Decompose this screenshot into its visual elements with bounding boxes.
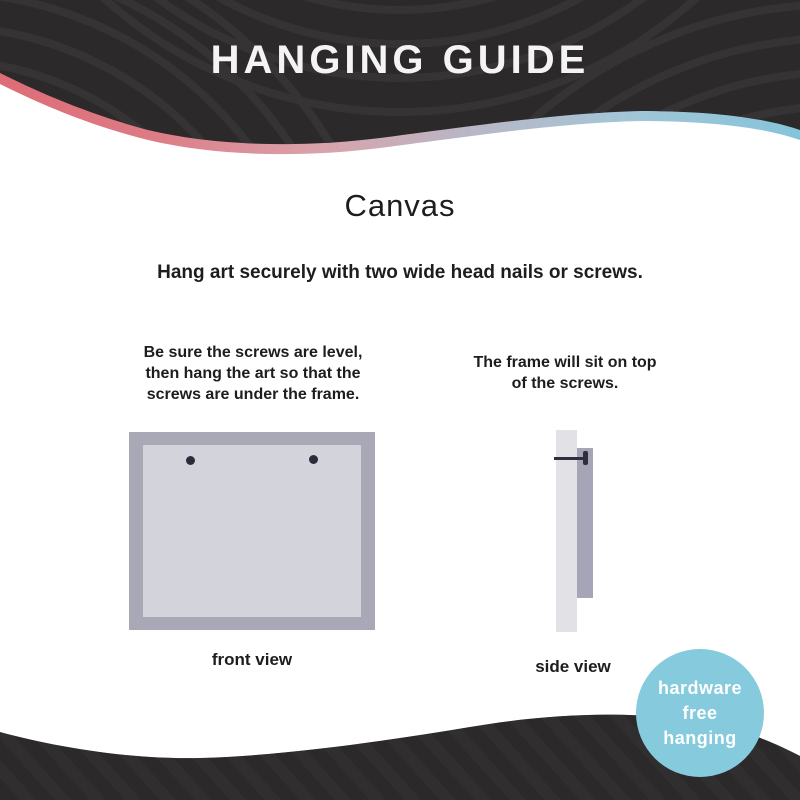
side-view-instructions [415, 352, 715, 394]
front-view-diagram [129, 432, 375, 630]
front-instruction-line: screws are under the frame. [146, 386, 360, 403]
front-view-instructions [103, 342, 403, 405]
frame-profile-bar [577, 448, 593, 598]
wall-profile-bar [556, 430, 577, 632]
canvas-face [143, 445, 361, 617]
product-title: Canvas [344, 188, 456, 223]
nail-icon [554, 457, 586, 460]
side-view-caption: side view [535, 657, 611, 676]
badge-line: free [682, 702, 718, 723]
page-title: HANGING GUIDE [210, 38, 590, 82]
side-instruction-line: of the screws. [511, 375, 619, 392]
side-instruction-line: The frame will sit on top [473, 354, 657, 371]
intro-subtitle: Hang art securely with two wide head nails or screws. [157, 262, 643, 283]
badge-line: hanging [663, 727, 737, 748]
screw-left-icon [186, 456, 195, 465]
screw-right-icon [309, 455, 318, 464]
hardware-free-badge [636, 649, 764, 777]
nail-head-icon [583, 451, 588, 465]
badge-line: hardware [657, 677, 743, 698]
front-instruction-line: then hang the art so that the [145, 365, 361, 382]
front-view-caption: front view [211, 650, 293, 669]
front-instruction-line: Be sure the screws are level, [143, 344, 363, 361]
